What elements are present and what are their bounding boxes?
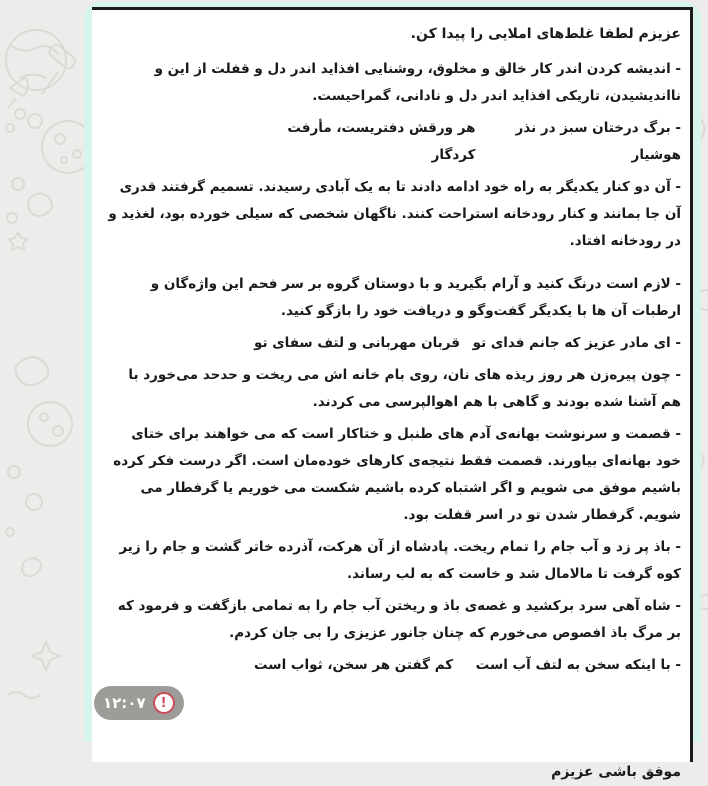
star-doodle-icon xyxy=(9,232,27,250)
message-time: ۱۲:۰۷ xyxy=(103,694,146,712)
couplet-left-hemistich: قربان مهربانی و لتف سفای تو xyxy=(254,335,460,351)
message-time-badge xyxy=(94,686,184,720)
worksheet-footer-note: موفق باشی عزیزم xyxy=(551,764,681,780)
cratered-moon-doodle-icon xyxy=(28,402,72,446)
couplet-right-hemistich: - ای مادر عزیز که جانم فدای تو xyxy=(472,335,681,351)
worksheet-photo[interactable] xyxy=(92,7,693,780)
couplet-right-hemistich: - برگ درختان سبز در نذر هوشیار xyxy=(515,120,681,163)
worksheet-paragraph: - قصمت و سرنوشت بهانه‌ی آدم های طنبل و ختاکار است که می خواهند برای ختای خود بهانه‌ای بیاورند. قصمت فقط نتیجه‌ی کارهای خوده‌مان است. اگر درست فکر کرده باشیم موفق می شویم و اگر اشتباه کرده باشیم شکست می خوریم یا گرفطار می شویم. گرفطار شدن تو در اسر قفلت بود. xyxy=(113,426,681,523)
couplet-right-hemistich: - با اینکه سخن به لتف آب است xyxy=(475,657,681,673)
worksheet-content xyxy=(92,10,690,786)
worksheet-paragraph: - آن دو کنار یکدیگر به راه خود ادامه دادند تا به یک آبادی رسیدند. تسمیم گرفتند قدری آن جا بمانند و کنار رودخانه استراحت کنند. ناگهان شخصی که سیلی خورده بود، لغذید و در رودخانه افتاد. xyxy=(108,179,681,249)
worksheet-title: عزیزم لطفا غلط‌های املایی را پیدا کن. xyxy=(410,26,681,42)
rocket-doodle-icon xyxy=(8,77,28,108)
worksheet-couplet xyxy=(104,330,681,357)
worksheet-paragraph: - باذ پر زد و آب جام را تمام ریخت. پادشاه از آن هرکت، آذرده خاتر گشت و جام را زیر کوه گرفت تا مالامال شد و خاست که به لب رساند. xyxy=(119,539,681,582)
worksheet-couplet xyxy=(104,115,681,169)
sparkle-doodle-icon xyxy=(32,642,60,670)
couplet-left-hemistich: هر ورقش دفتریست، مأرفت کردگار xyxy=(287,120,476,163)
worksheet-paragraph: - شاه آهی سرد برکشید و غصه‌ی باذ و ریختن آب جام را به تمامی بازگفت و فرمود که بر مرگ باذ افصوص می‌خورم که چنان جانور عزیزی را بی جان کردم. xyxy=(117,598,681,641)
worksheet-paragraph: - اندیشه کردن اندر کار خالق و مخلوق، روشنایی افذاید اندر دل و قفلت از این و نااندیشیدن، تاریکی افذاید اندر دل و نادانی، گمراحیست. xyxy=(154,61,681,104)
couplet-left-hemistich: کم گفتن هر سخن، ثواب است xyxy=(254,657,454,673)
message-bubble xyxy=(84,2,701,780)
worksheet-couplet xyxy=(104,652,681,679)
worksheet-paragraph: - لازم است درنگ کنید و آرام بگیرید و با دوستان گروه بر سر فحم این واژه‌گان و ارطبات آن ها با یکدیگر گفت‌وگو و دریافت خود را بازگو کنید. xyxy=(150,276,681,319)
worksheet-paragraph: - چون پیره‌زن هر روز ریذه های نان، روی بام خانه اش می ریخت و حدحد می‌خورد با هم آشنا شده بودند و گاهی با هم اهوالپرسی می کردند. xyxy=(128,367,681,410)
send-error-icon[interactable]: ! xyxy=(153,692,175,714)
hammer-doodle-icon xyxy=(42,43,77,94)
